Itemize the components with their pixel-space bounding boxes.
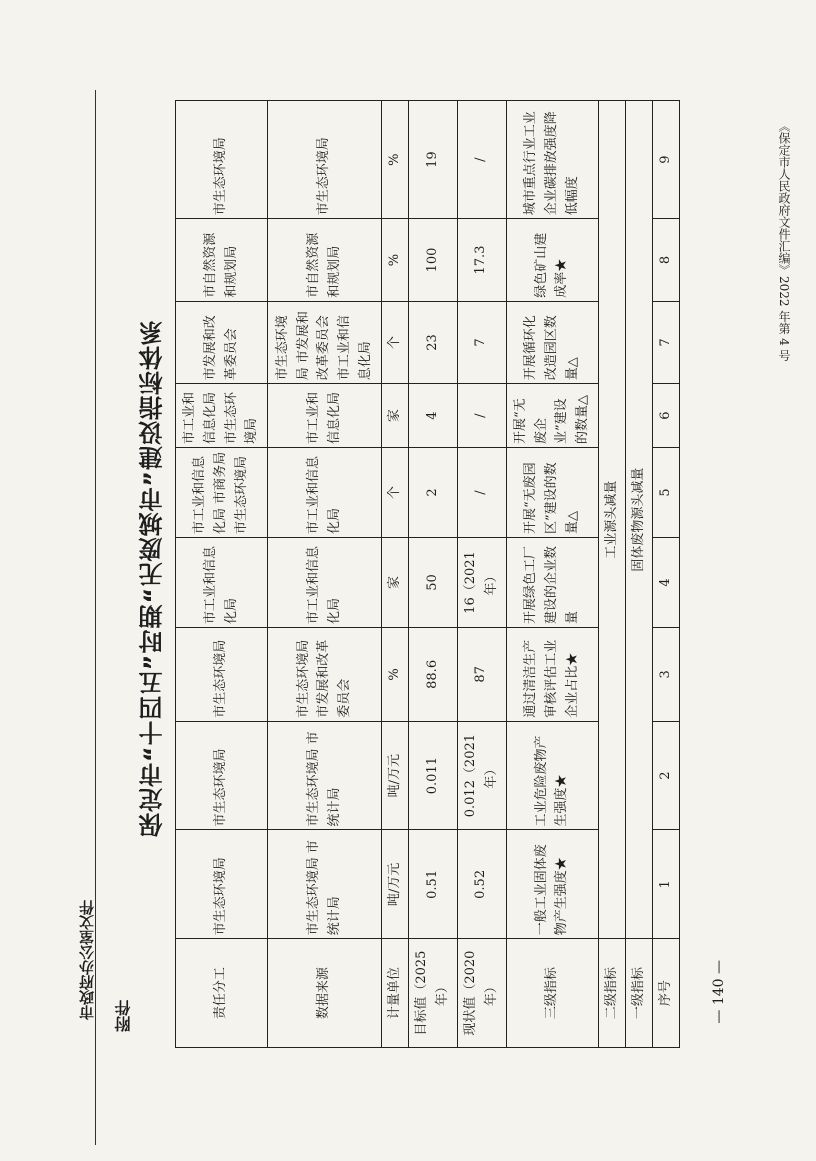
cell-current: 0.012（2021 年） — [457, 721, 506, 830]
cell-responsibility: 市工业和信息化局 市生态环境局 — [176, 384, 268, 448]
cell-seq: 3 — [652, 628, 679, 722]
cell-unit: 吨/万元 — [382, 721, 409, 830]
cell-target: 4 — [409, 384, 458, 448]
cell-unit: % — [382, 101, 409, 219]
header-cell-current: 现状值（2020 年） — [457, 939, 506, 1048]
cell-responsibility: 市发展和改革委员会 — [176, 301, 268, 384]
header-cell-level1: 一级指标 — [625, 939, 652, 1048]
header-cell-source: 数据来源 — [268, 939, 382, 1048]
cell-unit: % — [382, 628, 409, 722]
cell-indicator: 城市重点行业工业企业碳排放强度降低幅度 — [506, 101, 598, 219]
cell-indicator: 一般工业固体废物产生强度★ — [506, 830, 598, 939]
cell-current: 87 — [457, 628, 506, 722]
cell-unit: 家 — [382, 384, 409, 448]
cell-current: 17.3 — [457, 219, 506, 302]
cell-target: 50 — [409, 538, 458, 628]
group-level2: 工业源头减量 — [598, 101, 625, 939]
cell-seq: 9 — [652, 101, 679, 219]
header-cell-level2: 二级指标 — [598, 939, 625, 1048]
group-level1: 固体废物源头减量 — [625, 101, 652, 939]
cell-current: / — [457, 384, 506, 448]
cell-indicator: 开展“无废企业”建设的数量△ — [506, 384, 598, 448]
cell-target: 2 — [409, 448, 458, 538]
cell-responsibility: 市工业和信息化局 市商务局 市生态环境局 — [176, 448, 268, 538]
cell-indicator: 绿色矿山建成率★ — [506, 219, 598, 302]
cell-indicator: 开展绿色工厂建设的企业数量 — [506, 538, 598, 628]
cell-source: 市生态环境局 — [268, 101, 382, 219]
table-row — [176, 101, 268, 1048]
cell-seq: 6 — [652, 384, 679, 448]
cell-indicator: 开展“无废园区”建设的数量△ — [506, 448, 598, 538]
cell-target: 19 — [409, 101, 458, 219]
cell-unit: 家 — [382, 538, 409, 628]
cell-responsibility: 市工业和信息化局 — [176, 538, 268, 628]
cell-seq: 5 — [652, 448, 679, 538]
cell-source: 市生态环境局 市发展和改革委员会 — [268, 628, 382, 722]
table-row — [506, 101, 598, 1048]
cell-unit: 个 — [382, 301, 409, 384]
header-cell-seq: 序号 — [652, 939, 679, 1048]
cell-unit: 吨/万元 — [382, 830, 409, 939]
cell-current: 7 — [457, 301, 506, 384]
cell-target: 88.6 — [409, 628, 458, 722]
header-cell-target: 目标值（2025 年） — [409, 939, 458, 1048]
table-row — [382, 101, 409, 1048]
cell-seq: 7 — [652, 301, 679, 384]
cell-current: / — [457, 448, 506, 538]
cell-indicator: 通过清洁生产审核评估工业企业占比★ — [506, 628, 598, 722]
cell-source: 市工业和信息化局 — [268, 538, 382, 628]
cell-source: 市工业和信息化局 — [268, 384, 382, 448]
table-row — [268, 101, 382, 1048]
cell-seq: 2 — [652, 721, 679, 830]
running-head-right: 《保定市人民政府文件汇编》2022 年第 4 号 — [777, 120, 791, 362]
cell-responsibility: 市生态环境局 — [176, 628, 268, 722]
cell-current: 0.52 — [457, 830, 506, 939]
table-row — [625, 101, 652, 1048]
cell-indicator: 开展循环化改造园区数量△ — [506, 301, 598, 384]
cell-seq: 1 — [652, 830, 679, 939]
cell-target: 23 — [409, 301, 458, 384]
cell-seq: 4 — [652, 538, 679, 628]
cell-source: 市生态环境局 市统计局 — [268, 830, 382, 939]
cell-responsibility: 市自然资源和规划局 — [176, 219, 268, 302]
cell-seq: 8 — [652, 219, 679, 302]
header-cell-responsibility: 责任分工 — [176, 939, 268, 1048]
cell-unit: % — [382, 219, 409, 302]
cell-responsibility: 市生态环境局 — [176, 721, 268, 830]
cell-target: 0.51 — [409, 830, 458, 939]
cell-target: 100 — [409, 219, 458, 302]
cell-current: / — [457, 101, 506, 219]
header-cell-unit: 计量单位 — [382, 939, 409, 1048]
header-cell-level3: 三级指标 — [506, 939, 598, 1048]
indicator-table — [175, 100, 680, 1048]
cell-indicator: 工业危险废物产生强度★ — [506, 721, 598, 830]
attachment-label: 附件 — [114, 1000, 133, 1032]
running-head-left: 市政府办公室文件 — [78, 900, 96, 1020]
page-title: 保定市“十四五”时期“无废城市”建设指标体系 — [139, 320, 167, 838]
page-number: — 140 — — [711, 960, 727, 1024]
cell-source: 市工业和信息化局 — [268, 448, 382, 538]
cell-source: 市生态环境局 市发展和改革委员会 市工业和信息化局 — [268, 301, 382, 384]
cell-unit: 个 — [382, 448, 409, 538]
cell-current: 16（2021 年） — [457, 538, 506, 628]
cell-responsibility: 市生态环境局 — [176, 830, 268, 939]
table-row — [652, 101, 679, 1048]
table-row — [598, 101, 625, 1048]
cell-responsibility: 市生态环境局 — [176, 101, 268, 219]
table-row — [457, 101, 506, 1048]
table-row — [409, 101, 458, 1048]
cell-source: 市自然资源和规划局 — [268, 219, 382, 302]
cell-target: 0.011 — [409, 721, 458, 830]
indicator-table-wrapper — [175, 100, 680, 1048]
cell-source: 市生态环境局 市统计局 — [268, 721, 382, 830]
